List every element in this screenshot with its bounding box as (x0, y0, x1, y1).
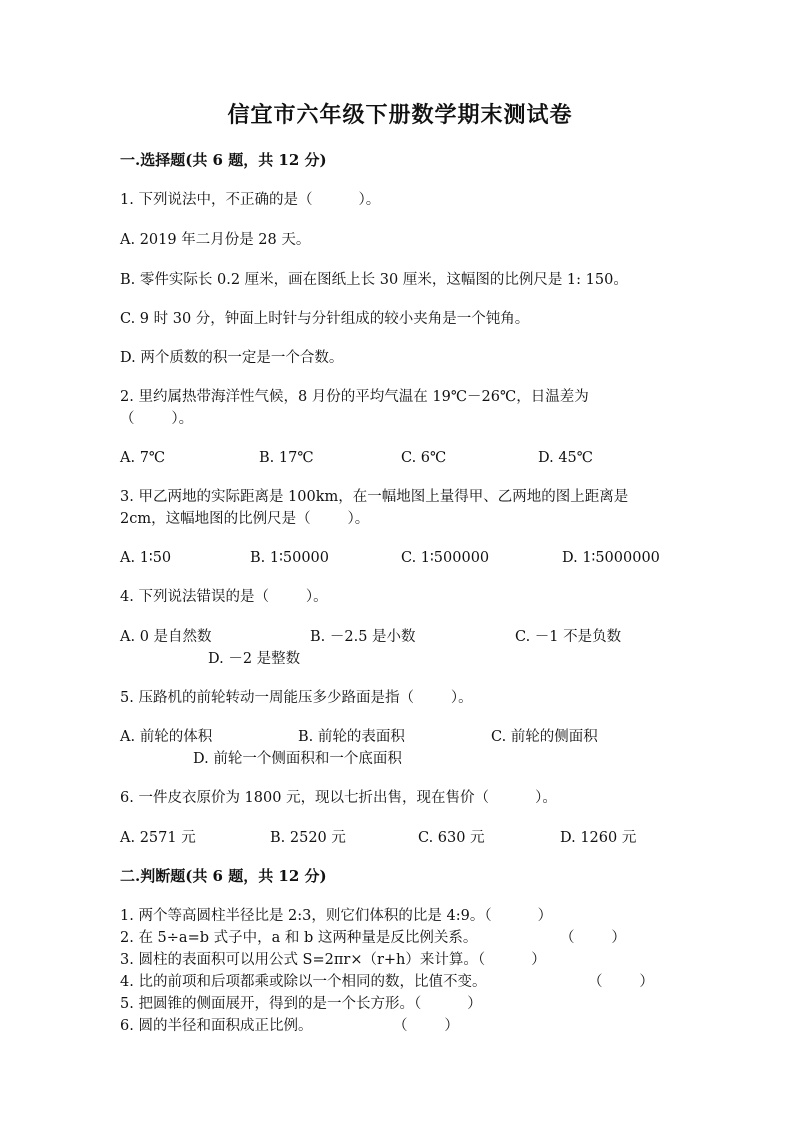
judgement-item-2: 2. 在 5÷a=b 式子中，a 和 b 这两种量是反比例关系。 (120, 930, 478, 946)
q4-option-d: D. －2 是整数 (208, 651, 301, 667)
q1-option-b: B. 零件实际长 0.2 厘米，画在图纸上长 30 厘米，这幅图的比例尺是 1: 150。 (120, 272, 628, 288)
q1-option-d: D. 两个质数的积一定是一个合数。 (120, 350, 344, 366)
question-6-stem: 6. 一件皮衣原价为 1800 元，现以七折出售，现在售价（ ）。 (120, 790, 557, 806)
question-4-stem: 4. 下列说法错误的是（ ）。 (120, 589, 328, 605)
q4-option-c: C. －1 不是负数 (515, 629, 622, 645)
page-title: 信宜市六年级下册数学期末测试卷 (227, 102, 573, 128)
q6-option-d: D. 1260 元 (560, 830, 637, 846)
q6-option-b: B. 2520 元 (270, 830, 346, 846)
section-heading-choice: 一.选择题(共 6 题，共 12 分) (120, 151, 327, 169)
q6-option-a: A. 2571 元 (120, 830, 196, 846)
q3-option-a: A. 1∶50 (120, 550, 172, 566)
q2-option-d: D. 45℃ (538, 450, 593, 466)
judgement-paren-4: （ ） (588, 974, 654, 990)
q6-option-c: C. 630 元 (418, 830, 485, 846)
judgement-paren-6: （ ） (393, 1018, 459, 1034)
q4-option-a: A. 0 是自然数 (120, 629, 212, 645)
judgement-item-5: 5. 把圆锥的侧面展开，得到的是一个长方形。（ ） (120, 996, 482, 1012)
q1-option-a: A. 2019 年二月份是 28 天。 (120, 232, 311, 248)
q3-option-d: D. 1∶5000000 (562, 550, 660, 566)
q3-option-b: B. 1∶50000 (250, 550, 329, 566)
question-5-stem: 5. 压路机的前轮转动一周能压多少路面是指（ ）。 (120, 690, 473, 706)
question-3-stem-line2: 2cm，这幅地图的比例尺是（ ）。 (120, 511, 370, 527)
question-1-stem: 1. 下列说法中，不正确的是（ ）。 (120, 192, 381, 208)
judgement-item-1: 1. 两个等高圆柱半径比是 2:3，则它们体积的比是 4:9。（ ） (120, 908, 553, 924)
judgement-paren-2: （ ） (560, 930, 626, 946)
q2-option-b: B. 17℃ (259, 450, 314, 466)
question-2-stem-line1: 2. 里约属热带海洋性气候，8 月份的平均气温在 19℃－26℃，日温差为 (120, 389, 589, 405)
section-heading-judgement: 二.判断题(共 6 题，共 12 分) (120, 867, 327, 885)
q4-option-b: B. －2.5 是小数 (310, 629, 416, 645)
q2-option-c: C. 6℃ (401, 450, 447, 466)
q5-option-a: A. 前轮的体积 (120, 729, 213, 745)
judgement-item-4: 4. 比的前项和后项都乘或除以一个相同的数，比值不变。 (120, 974, 487, 990)
q3-option-c: C. 1∶500000 (401, 550, 490, 566)
judgement-item-6: 6. 圆的半径和面积成正比例。 (120, 1018, 313, 1034)
q5-option-c: C. 前轮的侧面积 (491, 729, 598, 745)
question-2-stem-line2: （ ）。 (120, 411, 194, 427)
q2-option-a: A. 7℃ (120, 450, 166, 466)
judgement-item-3: 3. 圆柱的表面积可以用公式 S=2πr×（r+h）来计算。（ ） (120, 952, 546, 968)
q5-option-b: B. 前轮的表面积 (298, 729, 405, 745)
question-3-stem-line1: 3. 甲乙两地的实际距离是 100km，在一幅地图上量得甲、乙两地的图上距离是 (120, 489, 629, 505)
q5-option-d: D. 前轮一个侧面积和一个底面积 (193, 751, 402, 767)
q1-option-c: C. 9 时 30 分，钟面上时针与分针组成的较小夹角是一个钝角。 (120, 311, 530, 327)
